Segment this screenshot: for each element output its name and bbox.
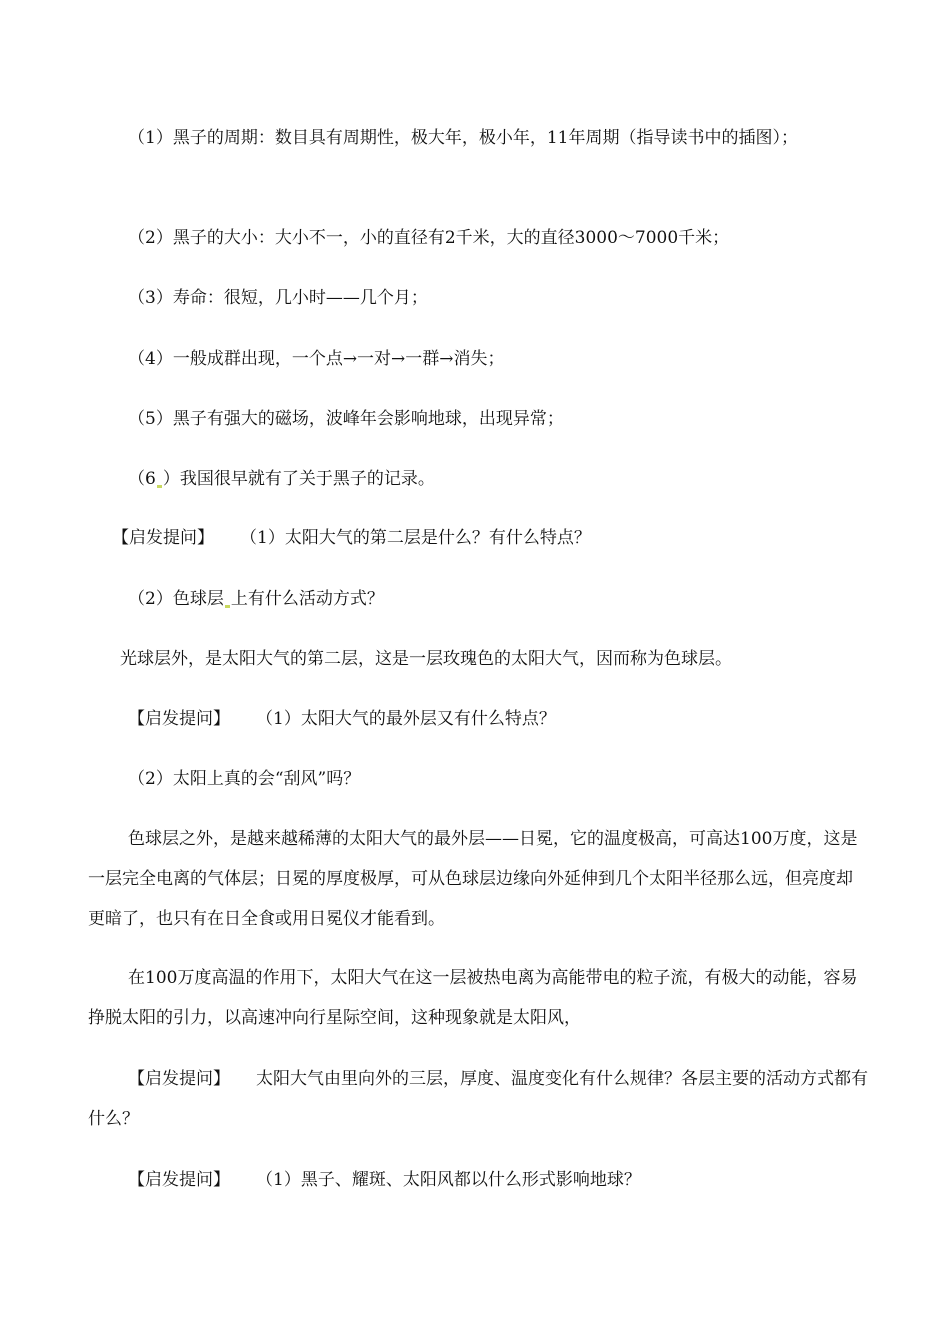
prompt-tag-3: 【启发提问】 — [128, 1069, 230, 1089]
paragraph-sunspot-magnetic — [88, 399, 868, 439]
paragraph-corona — [88, 819, 868, 939]
paragraph-solar-wind — [88, 958, 868, 1038]
paragraph-sunspot-cycle — [88, 118, 868, 158]
edit-mark — [225, 605, 230, 608]
prompt-text-2: （1）太阳大气的最外层又有什么特点？ — [256, 709, 556, 729]
paragraph-prompt-1-sub — [88, 579, 868, 619]
paragraph-chromosphere — [88, 639, 868, 679]
prompt-tag-2: 【启发提问】 — [128, 709, 230, 729]
text-sunspot-cycle: （1）黑子的周期：数目具有周期性，极大年，极小年，11年周期（指导读书中的插图）； — [128, 128, 798, 148]
text-sunspot-records-end: ）我国很早就有了关于黑子的记录。 — [162, 469, 435, 489]
paragraph-sunspot-lifetime — [88, 278, 868, 318]
text-solar-wind: 在100万度高温的作用下，太阳大气在这一层被热电离为高能带电的粒子流，有极大的动能，容易挣脱太阳的引力，以高速冲向行星际空间，这种现象就是太阳风， — [88, 968, 858, 1028]
text-sunspot-groups: （4）一般成群出现，一个点→一对→一群→消失； — [128, 349, 505, 369]
paragraph-prompt-3 — [88, 1059, 868, 1139]
paragraph-prompt-4 — [88, 1160, 868, 1200]
prompt-tag-1: 【启发提问】 — [112, 528, 214, 548]
text-chromosphere-question-start: （2）色球层 — [128, 589, 224, 609]
paragraph-prompt-2 — [88, 699, 868, 739]
text-corona: 色球层之外，是越来越稀薄的太阳大气的最外层——日冕，它的温度极高，可高达100万度，这是一层完全电离的气体层；日冕的厚度极厚，可从色球层边缘向外延伸到几个太阳半径那么远，但亮度却更暗了，也只有在日全食或用日冕仪才能看到。 — [88, 829, 858, 929]
text-sunspot-magnetic: （5）黑子有强大的磁场，波峰年会影响地球，出现异常； — [128, 409, 564, 429]
paragraph-sunspot-groups — [88, 339, 868, 379]
text-sunspot-lifetime: （3）寿命：很短，几小时——几个月； — [128, 288, 428, 308]
text-chromosphere: 光球层外，是太阳大气的第二层，这是一层玫瑰色的太阳大气，因而称为色球层。 — [120, 649, 732, 669]
paragraph-prompt-1 — [88, 518, 868, 558]
text-chromosphere-question-end: 上有什么活动方式？ — [230, 589, 384, 609]
prompt-text-4: （1）黑子、耀斑、太阳风都以什么形式影响地球？ — [256, 1170, 641, 1190]
text-sunspot-size: （2）黑子的大小：大小不一，小的直径有2千米，大的直径3000～7000千米； — [128, 228, 730, 248]
prompt-tag-4: 【启发提问】 — [128, 1170, 230, 1190]
text-solar-wind-question: （2）太阳上真的会“刮风”吗？ — [128, 769, 361, 789]
paragraph-sunspot-records — [88, 459, 868, 499]
prompt-text-1: （1）太阳大气的第二层是什么？有什么特点？ — [240, 528, 591, 548]
text-sunspot-records-start: （6 — [128, 469, 156, 489]
edit-mark — [157, 485, 162, 488]
paragraph-sunspot-size — [88, 218, 868, 258]
paragraph-prompt-2-sub — [88, 759, 868, 799]
prompt-text-3: 太阳大气由里向外的三层，厚度、温度变化有什么规律？各层主要的活动方式都有什么？ — [88, 1069, 868, 1129]
